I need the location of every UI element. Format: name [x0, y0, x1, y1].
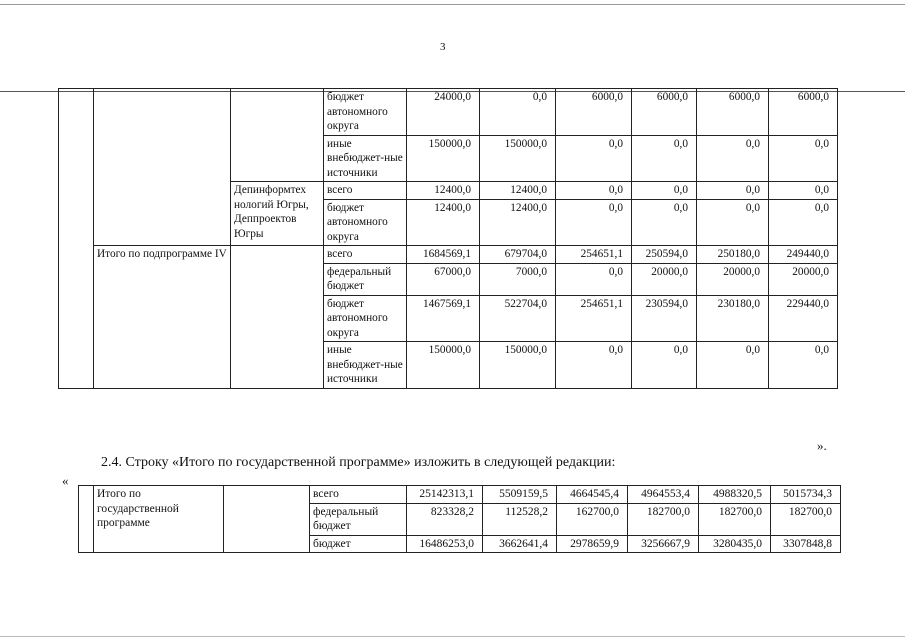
- value-cell: 0,0: [556, 182, 632, 200]
- value-cell: 0,0: [556, 199, 632, 246]
- value-cell: 2978659,9: [557, 535, 628, 553]
- source-cell: всего: [324, 246, 407, 264]
- value-cell: 0,0: [697, 199, 769, 246]
- value-cell: 0,0: [769, 182, 838, 200]
- value-cell: 0,0: [632, 182, 697, 200]
- closing-quote: ».: [817, 438, 827, 453]
- value-cell: 162700,0: [557, 503, 628, 535]
- value-cell: 0,0: [769, 199, 838, 246]
- value-cell: 12400,0: [480, 199, 556, 246]
- source-cell: федеральный бюджет: [324, 263, 407, 295]
- source-cell: бюджет: [310, 535, 407, 553]
- index-cell: [79, 486, 94, 553]
- source-cell: бюджет автономного округа: [324, 89, 407, 136]
- value-cell: 6000,0: [697, 89, 769, 136]
- value-cell: 67000,0: [407, 263, 480, 295]
- source-cell: бюджет автономного округа: [324, 295, 407, 342]
- value-cell: 0,0: [632, 342, 697, 389]
- value-cell: 0,0: [556, 263, 632, 295]
- value-cell: 0,0: [769, 135, 838, 182]
- value-cell: 150000,0: [480, 342, 556, 389]
- value-cell: 0,0: [697, 182, 769, 200]
- value-cell: 0,0: [556, 342, 632, 389]
- source-cell: иные внебюджет-ные источники: [324, 342, 407, 389]
- paragraph-text: 2.4. Строку «Итого по государственной программе» изложить в следующей редакции:: [101, 455, 616, 470]
- source-cell: иные внебюджет-ные источники: [324, 135, 407, 182]
- subprogram-total-label: Итого по подпрограмме IV: [94, 246, 231, 389]
- blank-cell: [231, 89, 324, 182]
- value-cell: 16486253,0: [407, 535, 483, 553]
- source-cell: бюджет автономного округа: [324, 199, 407, 246]
- value-cell: 112528,2: [483, 503, 557, 535]
- value-cell: 230594,0: [632, 295, 697, 342]
- value-cell: 12400,0: [407, 182, 480, 200]
- blank-cell: [94, 89, 231, 246]
- value-cell: 25142313,1: [407, 486, 483, 504]
- value-cell: 0,0: [769, 342, 838, 389]
- page-number: 3: [440, 41, 446, 53]
- value-cell: 0,0: [632, 135, 697, 182]
- value-cell: 6000,0: [769, 89, 838, 136]
- value-cell: 1467569,1: [407, 295, 480, 342]
- value-cell: 182700,0: [771, 503, 841, 535]
- value-cell: 150000,0: [407, 135, 480, 182]
- value-cell: 250180,0: [697, 246, 769, 264]
- subprogram-table: [58, 88, 838, 389]
- program-total-table: [78, 485, 841, 553]
- source-cell: всего: [310, 486, 407, 504]
- value-cell: 0,0: [697, 135, 769, 182]
- executor-cell: Депинформтех нологий Югры, Деппроектов Югры: [231, 182, 324, 246]
- top-edge-line: [0, 4, 905, 5]
- value-cell: 150000,0: [407, 342, 480, 389]
- bottom-edge-line: [0, 636, 905, 637]
- blank-cell: [224, 486, 310, 553]
- value-cell: 3256667,9: [628, 535, 699, 553]
- value-cell: 1684569,1: [407, 246, 480, 264]
- opening-quote: «: [62, 473, 69, 488]
- value-cell: 250594,0: [632, 246, 697, 264]
- value-cell: 5015734,3: [771, 486, 841, 504]
- value-cell: 12400,0: [407, 199, 480, 246]
- value-cell: 6000,0: [632, 89, 697, 136]
- value-cell: 182700,0: [628, 503, 699, 535]
- value-cell: 182700,0: [699, 503, 771, 535]
- table-row: [59, 246, 838, 264]
- source-cell: всего: [324, 182, 407, 200]
- value-cell: 4964553,4: [628, 486, 699, 504]
- value-cell: 823328,2: [407, 503, 483, 535]
- value-cell: 6000,0: [556, 89, 632, 136]
- program-total-label: Итого по государственной программе: [94, 486, 224, 553]
- value-cell: 20000,0: [697, 263, 769, 295]
- value-cell: 254651,1: [556, 246, 632, 264]
- value-cell: 24000,0: [407, 89, 480, 136]
- value-cell: 7000,0: [480, 263, 556, 295]
- table-row: [79, 486, 841, 504]
- value-cell: 12400,0: [480, 182, 556, 200]
- value-cell: 0,0: [480, 89, 556, 136]
- value-cell: 0,0: [556, 135, 632, 182]
- value-cell: 230180,0: [697, 295, 769, 342]
- value-cell: 3662641,4: [483, 535, 557, 553]
- value-cell: 0,0: [697, 342, 769, 389]
- value-cell: 249440,0: [769, 246, 838, 264]
- value-cell: 4664545,4: [557, 486, 628, 504]
- value-cell: 229440,0: [769, 295, 838, 342]
- value-cell: 150000,0: [480, 135, 556, 182]
- value-cell: 3280435,0: [699, 535, 771, 553]
- index-cell: [59, 89, 94, 389]
- value-cell: 3307848,8: [771, 535, 841, 553]
- value-cell: 5509159,5: [483, 486, 557, 504]
- value-cell: 522704,0: [480, 295, 556, 342]
- value-cell: 254651,1: [556, 295, 632, 342]
- value-cell: 20000,0: [769, 263, 838, 295]
- value-cell: 4988320,5: [699, 486, 771, 504]
- blank-cell: [231, 246, 324, 389]
- value-cell: 0,0: [632, 199, 697, 246]
- value-cell: 20000,0: [632, 263, 697, 295]
- source-cell: федеральный бюджет: [310, 503, 407, 535]
- table-row: [59, 89, 838, 136]
- value-cell: 679704,0: [480, 246, 556, 264]
